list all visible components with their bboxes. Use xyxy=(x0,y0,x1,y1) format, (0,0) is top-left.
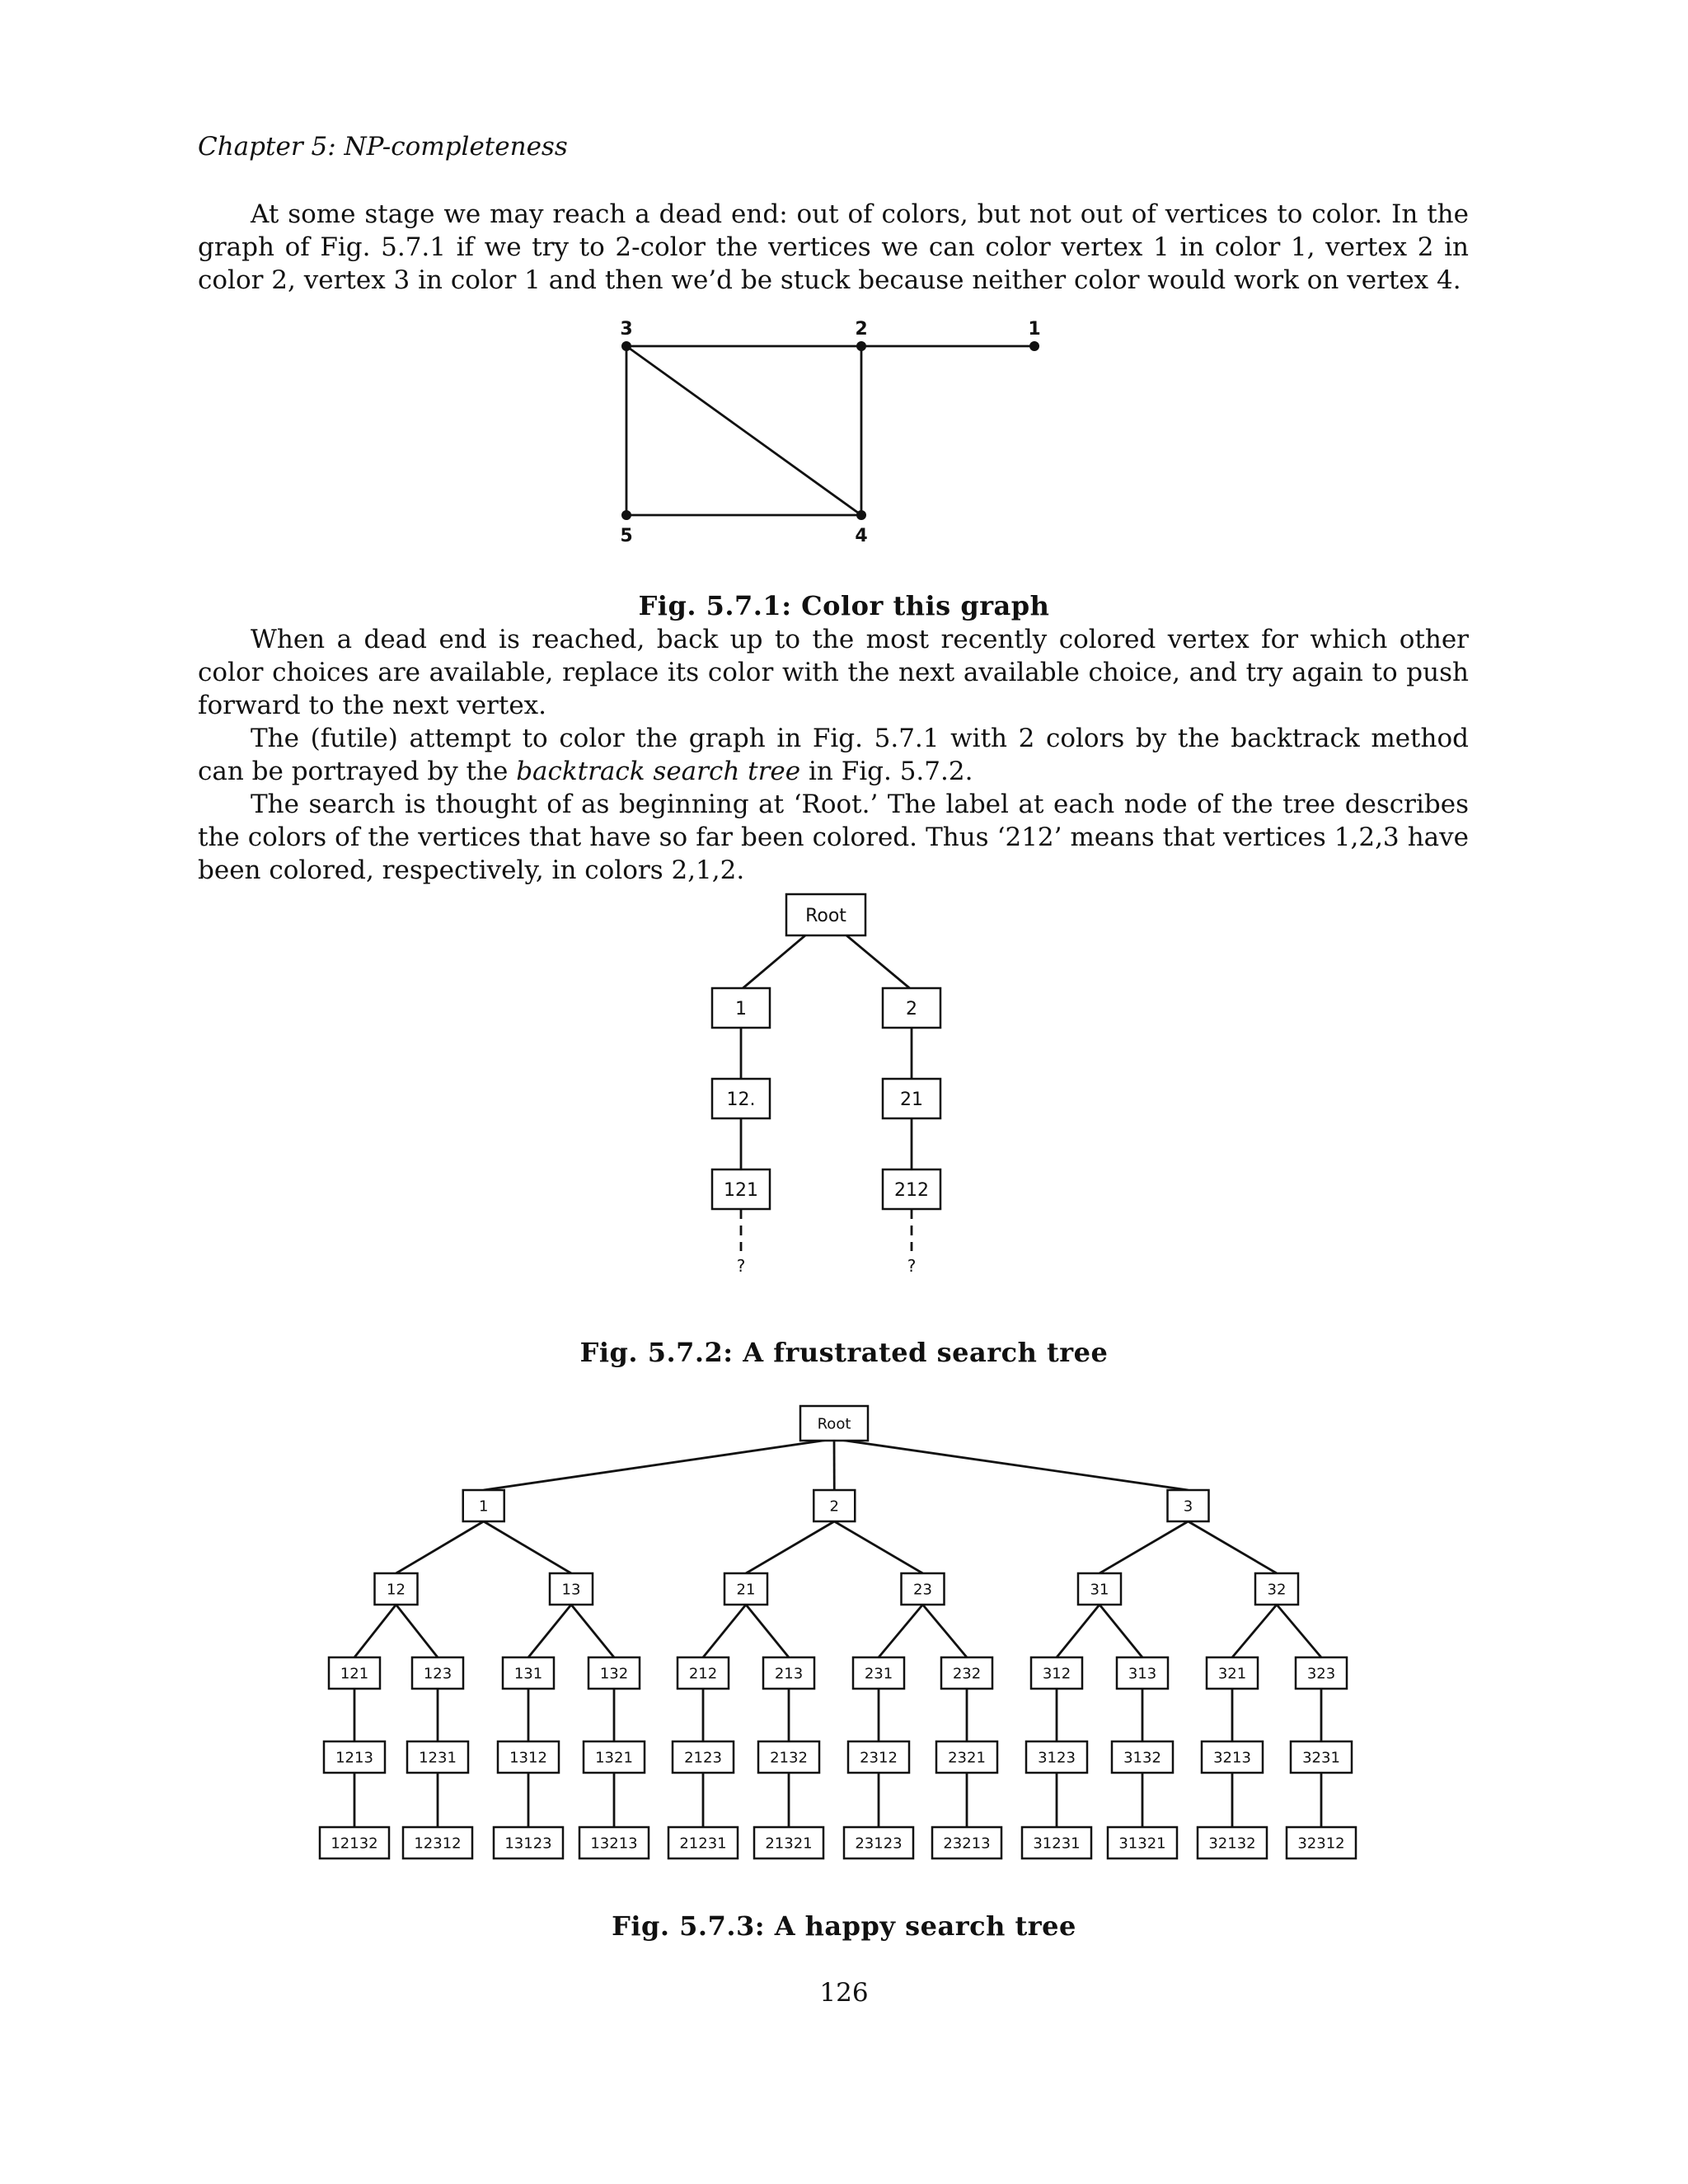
tree3-node-l4-0-label: 1213 xyxy=(335,1749,373,1767)
graph-vertex-label-4: 4 xyxy=(855,526,868,546)
tree3-node-l4-5 xyxy=(758,1741,819,1773)
figure-5-7-2-caption: Fig. 5.7.2: A frustrated search tree xyxy=(579,1337,1109,1368)
graph-vertex-2 xyxy=(856,341,866,351)
tree3-node-l2-1-label: 13 xyxy=(561,1581,581,1599)
tree3-node-l3-10 xyxy=(1207,1657,1258,1689)
tree3-node-l3-7 xyxy=(941,1657,992,1689)
tree3-node-l3-2 xyxy=(503,1657,554,1689)
tree3-edge-l1-l2-0 xyxy=(396,1521,484,1573)
tree3-node-l3-1-label: 123 xyxy=(423,1665,452,1683)
tree3-node-l5-1 xyxy=(403,1827,472,1858)
tree3-edge-l2-l3-4 xyxy=(703,1605,746,1657)
graph-vertex-label-1: 1 xyxy=(1028,319,1041,340)
tree3-node-l3-11-label: 323 xyxy=(1306,1665,1336,1683)
tree3-node-l5-6 xyxy=(844,1827,913,1858)
tree3-node-l3-9 xyxy=(1117,1657,1168,1689)
tree3-node-l4-6-label: 2312 xyxy=(860,1749,898,1767)
tree2-node-0-0-label: 1 xyxy=(735,998,747,1019)
figure-5-7-3-tree xyxy=(0,1393,1688,1887)
tree3-edge-l2-l3-0 xyxy=(354,1605,396,1657)
tree3-edge-l1-l2-1 xyxy=(484,1521,571,1573)
paragraph-futile-attempt-text-1: The (futile) attempt to color the graph in Fig. 5.7.1 with 2 colors by the backtrack method can be portrayed by the xyxy=(198,724,1469,786)
tree3-node-l5-5-label: 21321 xyxy=(765,1835,813,1853)
tree3-node-l2-5 xyxy=(1255,1573,1298,1605)
paragraph-dead-end: At some stage we may reach a dead end: out of colors, but not out of vertices to color. In the graph of Fig. 5.7.1 if we try to 2-color the vertices we can color vertex 1 in color 1, vertex 2 in color 2, vertex 3 in color 1 and then we’d be stuck because neither color would work on vertex 4. xyxy=(198,199,1469,295)
tree3-node-l4-7 xyxy=(936,1741,997,1773)
tree2-node-0-2-label: 121 xyxy=(724,1179,758,1201)
tree3-node-l3-10-label: 321 xyxy=(1217,1665,1247,1683)
tree3-node-l3-1 xyxy=(412,1657,463,1689)
tree3-node-l2-0 xyxy=(375,1573,418,1605)
tree3-node-l4-7-label: 2321 xyxy=(948,1749,986,1767)
tree3-node-l4-2 xyxy=(498,1741,559,1773)
graph-edge-3-4 xyxy=(626,346,861,515)
graph-vertex-label-3: 3 xyxy=(620,319,633,340)
tree3-node-l5-2-label: 13123 xyxy=(504,1835,552,1853)
tree3-node-l2-3-label: 23 xyxy=(913,1581,932,1599)
tree3-node-l5-11 xyxy=(1287,1827,1356,1858)
tree3-node-l5-4 xyxy=(668,1827,738,1858)
paragraph-futile-attempt xyxy=(198,722,1469,788)
tree3-node-l5-2 xyxy=(494,1827,563,1858)
tree3-node-l2-2 xyxy=(724,1573,767,1605)
tree3-node-l3-3 xyxy=(588,1657,640,1689)
figure-5-7-3-caption: Fig. 5.7.3: A happy search tree xyxy=(612,1910,1076,1942)
tree3-edge-l2-l3-10 xyxy=(1232,1605,1277,1657)
tree3-node-l4-3 xyxy=(584,1741,645,1773)
tree3-edge-l1-l2-3 xyxy=(834,1521,922,1573)
tree3-node-l5-7-label: 23213 xyxy=(943,1835,991,1853)
tree3-node-l3-6 xyxy=(853,1657,904,1689)
tree3-edge-l2-l3-6 xyxy=(879,1605,923,1657)
tree2-node-0-0 xyxy=(712,988,770,1028)
tree3-root-node-label: Root xyxy=(817,1415,851,1433)
tree3-node-l4-9 xyxy=(1112,1741,1173,1773)
tree3-node-l4-6 xyxy=(848,1741,909,1773)
tree3-node-l4-11 xyxy=(1291,1741,1352,1773)
tree3-edge-l2-l3-5 xyxy=(746,1605,789,1657)
term-backtrack-search-tree: backtrack search tree xyxy=(516,757,801,786)
tree3-node-l1-0 xyxy=(463,1490,504,1521)
tree3-node-l5-9-label: 31321 xyxy=(1118,1835,1166,1853)
tree3-node-l4-4-label: 2123 xyxy=(684,1749,722,1767)
page-number: 126 xyxy=(819,1978,869,2008)
figure-5-7-1-caption: Fig. 5.7.1: Color this graph xyxy=(638,590,1050,621)
tree3-edge-l1-l2-4 xyxy=(1100,1521,1189,1573)
tree2-node-0-2 xyxy=(712,1169,770,1209)
tree2-node-1-0 xyxy=(883,988,940,1028)
tree3-node-l5-8-label: 31231 xyxy=(1033,1835,1081,1853)
tree3-node-l5-5 xyxy=(754,1827,823,1858)
graph-vertex-4 xyxy=(856,510,866,520)
tree3-node-l4-0 xyxy=(324,1741,385,1773)
tree2-node-1-2-label: 212 xyxy=(894,1179,929,1201)
tree3-node-l2-2-label: 21 xyxy=(736,1581,756,1599)
paragraph-backup: When a dead end is reached, back up to the most recently colored vertex for which other color choices are available, replace its color with the next available choice, and try again to push forward to the next vertex. xyxy=(198,625,1469,720)
graph-vertex-5 xyxy=(621,510,631,520)
tree3-edge-root-2 xyxy=(834,1439,1189,1490)
tree3-edge-l2-l3-8 xyxy=(1057,1605,1100,1657)
tree3-edge-l2-l3-9 xyxy=(1100,1605,1142,1657)
tree3-node-l2-3 xyxy=(902,1573,945,1605)
tree3-node-l3-0 xyxy=(329,1657,380,1689)
tree3-edge-l1-l2-2 xyxy=(746,1521,834,1573)
tree3-edge-l2-l3-1 xyxy=(396,1605,438,1657)
tree3-node-l3-11 xyxy=(1296,1657,1347,1689)
tree3-node-l2-0-label: 12 xyxy=(387,1581,406,1599)
graph-vertex-3 xyxy=(621,341,631,351)
tree3-edge-l2-l3-7 xyxy=(923,1605,968,1657)
tree2-node-1-0-label: 2 xyxy=(906,998,917,1019)
graph-vertex-label-5: 5 xyxy=(620,526,633,546)
tree3-node-l1-0-label: 1 xyxy=(479,1497,489,1516)
tree3-node-l2-1 xyxy=(550,1573,593,1605)
figure-5-7-1-graph xyxy=(0,313,1688,676)
tree3-node-l3-4-label: 212 xyxy=(688,1665,718,1683)
tree3-node-l3-5-label: 213 xyxy=(774,1665,804,1683)
tree3-edge-l2-l3-3 xyxy=(571,1605,614,1657)
figure-5-7-2-tree xyxy=(0,890,1688,1319)
tree3-node-l1-2-label: 3 xyxy=(1183,1497,1193,1516)
tree3-node-l3-7-label: 232 xyxy=(952,1665,982,1683)
tree3-node-l3-9-label: 313 xyxy=(1128,1665,1157,1683)
tree3-node-l5-10-label: 32132 xyxy=(1208,1835,1256,1853)
tree3-node-l5-4-label: 21231 xyxy=(679,1835,727,1853)
tree2-node-0-1-label: 12. xyxy=(726,1089,756,1110)
tree3-node-l4-8-label: 3123 xyxy=(1038,1749,1076,1767)
tree3-node-l3-3-label: 132 xyxy=(599,1665,629,1683)
tree3-node-l3-8 xyxy=(1031,1657,1082,1689)
tree2-node-0-1 xyxy=(712,1079,770,1118)
graph-vertex-label-2: 2 xyxy=(855,319,868,340)
tree3-node-l5-1-label: 12312 xyxy=(414,1835,462,1853)
tree3-node-l2-4 xyxy=(1078,1573,1121,1605)
tree3-node-l3-8-label: 312 xyxy=(1042,1665,1071,1683)
tree3-node-l3-2-label: 131 xyxy=(513,1665,543,1683)
tree3-node-l2-4-label: 31 xyxy=(1090,1581,1109,1599)
tree2-node-1-2 xyxy=(883,1169,940,1209)
tree3-node-l5-3 xyxy=(579,1827,649,1858)
tree3-edge-l2-l3-11 xyxy=(1277,1605,1321,1657)
tree2-edge-root-left xyxy=(741,935,805,990)
tree3-node-l5-6-label: 23123 xyxy=(855,1835,903,1853)
tree3-node-l1-1-label: 2 xyxy=(829,1497,839,1516)
tree3-node-l5-3-label: 13213 xyxy=(590,1835,638,1853)
tree3-root-node xyxy=(800,1406,868,1441)
paragraph-futile-attempt-text-2: in Fig. 5.7.2. xyxy=(800,757,973,786)
tree3-edge-l1-l2-5 xyxy=(1189,1521,1278,1573)
tree2-unknown-0: ? xyxy=(736,1256,746,1276)
tree3-node-l3-0-label: 121 xyxy=(340,1665,369,1683)
tree3-node-l4-4 xyxy=(673,1741,734,1773)
tree3-node-l3-6-label: 231 xyxy=(864,1665,893,1683)
tree3-node-l4-8 xyxy=(1026,1741,1087,1773)
running-header: Chapter 5: NP-completeness xyxy=(198,132,568,162)
tree3-node-l5-10 xyxy=(1198,1827,1267,1858)
tree3-node-l5-9 xyxy=(1108,1827,1177,1858)
tree2-node-1-1 xyxy=(883,1079,940,1118)
tree3-node-l5-0 xyxy=(320,1827,389,1858)
tree3-node-l3-5 xyxy=(763,1657,814,1689)
tree3-node-l4-5-label: 2132 xyxy=(770,1749,808,1767)
tree3-node-l3-4 xyxy=(678,1657,729,1689)
paragraph-root-description: The search is thought of as beginning at ‘Root.’ The label at each node of the tree describes the colors of the vertices that have so far been colored. Thus ‘212’ means that vertices 1,2,3 have been colored, respectively, in colors 2,1,2. xyxy=(198,790,1469,885)
tree3-node-l5-7 xyxy=(932,1827,1001,1858)
tree3-node-l4-10-label: 3213 xyxy=(1213,1749,1251,1767)
tree2-root-node-label: Root xyxy=(805,905,846,926)
tree3-node-l2-5-label: 32 xyxy=(1267,1581,1287,1599)
graph-vertex-1 xyxy=(1029,341,1039,351)
tree2-unknown-1: ? xyxy=(907,1256,917,1276)
tree3-edge-root-0 xyxy=(484,1439,834,1490)
tree3-node-l4-1 xyxy=(407,1741,468,1773)
tree3-node-l5-11-label: 32312 xyxy=(1297,1835,1345,1853)
tree3-node-l4-3-label: 1321 xyxy=(595,1749,633,1767)
tree3-node-l4-9-label: 3132 xyxy=(1123,1749,1161,1767)
tree2-edge-root-right xyxy=(846,935,912,990)
tree2-root-node xyxy=(786,894,865,935)
tree3-node-l1-2 xyxy=(1168,1490,1209,1521)
tree3-node-l4-11-label: 3231 xyxy=(1302,1749,1340,1767)
tree3-node-l4-2-label: 1312 xyxy=(509,1749,547,1767)
tree3-node-l5-0-label: 12132 xyxy=(331,1835,378,1853)
tree3-node-l4-1-label: 1231 xyxy=(419,1749,457,1767)
tree3-node-l5-8 xyxy=(1022,1827,1091,1858)
tree3-node-l1-1 xyxy=(814,1490,855,1521)
tree2-node-1-1-label: 21 xyxy=(900,1089,923,1110)
tree3-node-l4-10 xyxy=(1202,1741,1263,1773)
tree3-edge-l2-l3-2 xyxy=(528,1605,571,1657)
